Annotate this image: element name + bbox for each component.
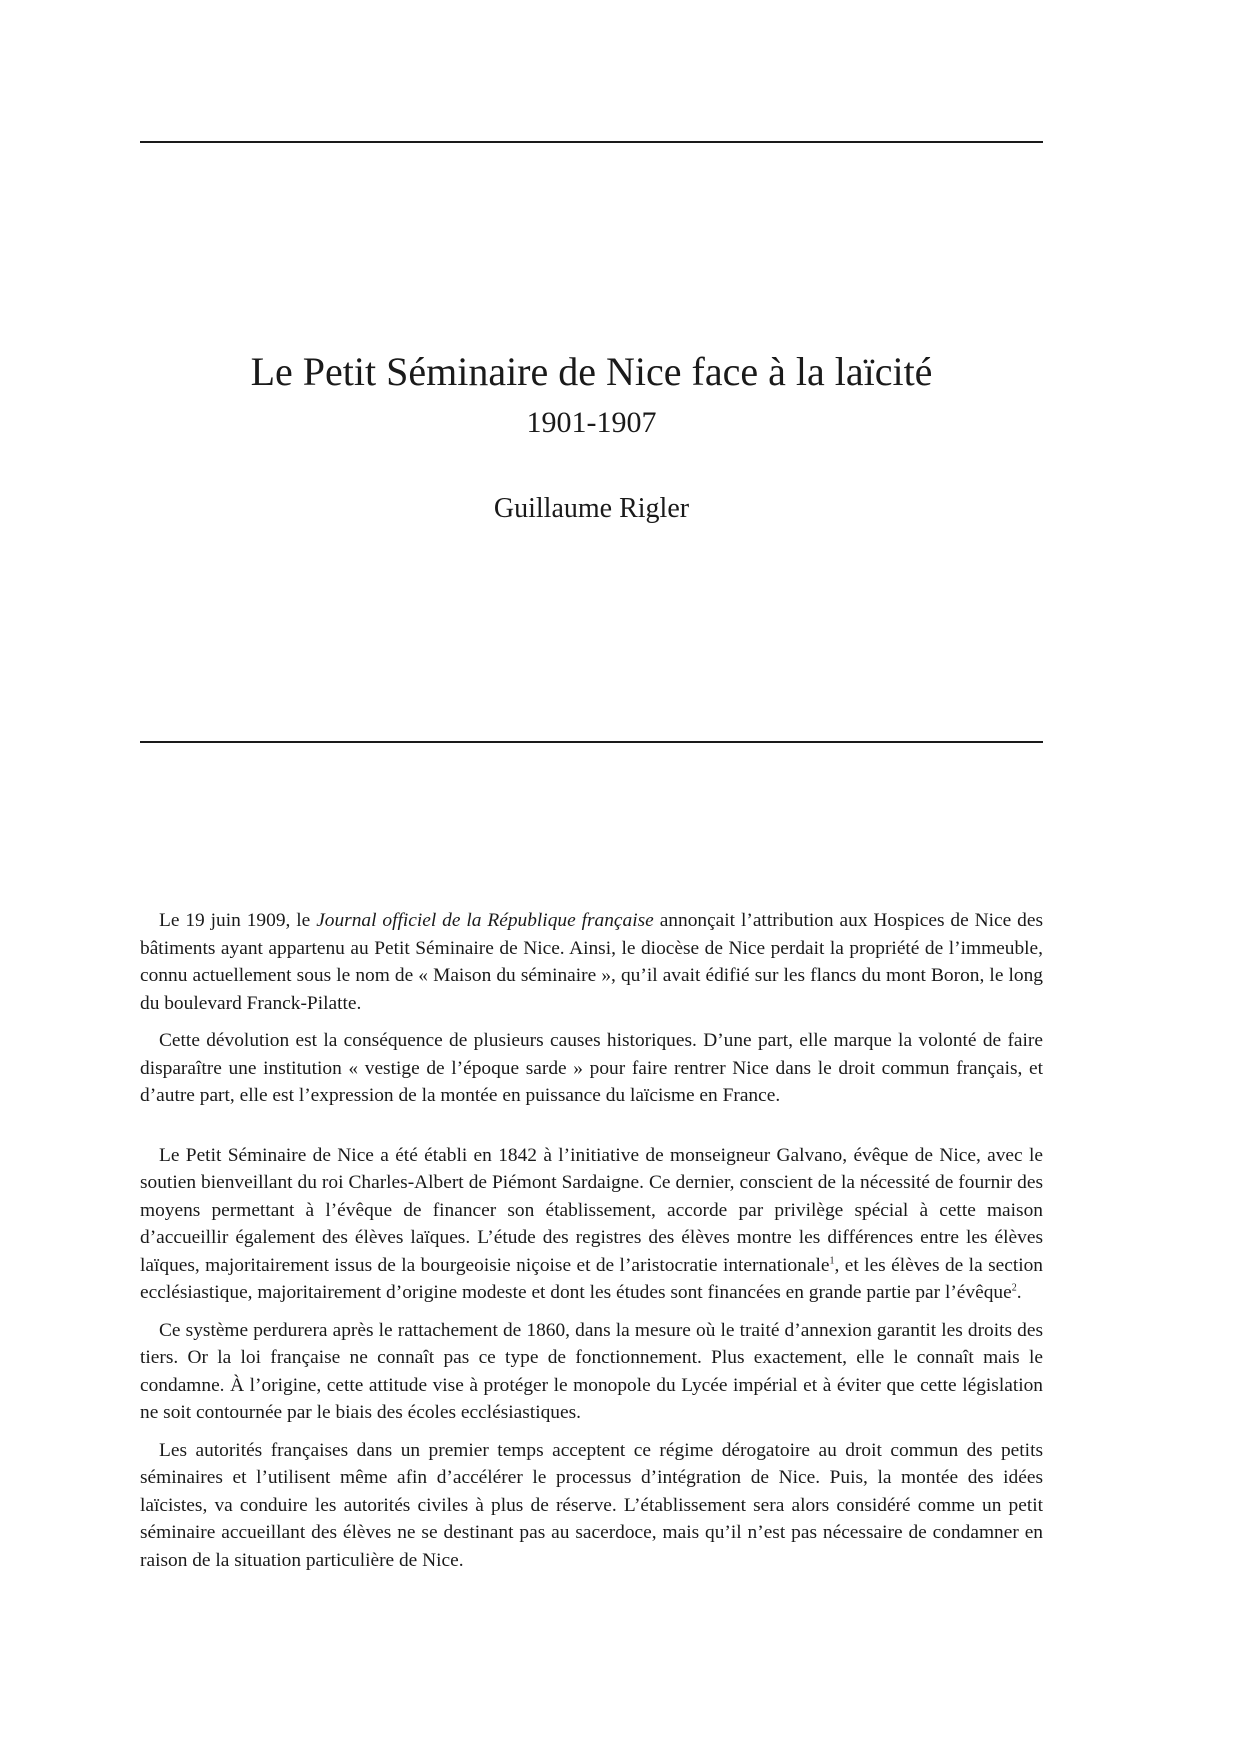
paragraph-1-lead: Le 19 juin 1909, le xyxy=(159,910,317,931)
paragraph-4: Ce système perdurera après le rattachement de 1860, dans la mesure où le traité d’annexion garantit les droits des tiers. Or la loi française ne connaît pas ce type de fonctionnement. Plus exactement, elle le connaît mais le condamne. À l’origine, cette attitude vise à protéger le monopole du Lycée impérial et à éviter que cette législation ne soit contournée par le biais des écoles ecclésiastiques. xyxy=(140,1319,1043,1423)
paragraph-3-part-3: . xyxy=(1016,1282,1022,1303)
paragraph-2: Cette dévolution est la conséquence de plusieurs causes historiques. D’une part, elle marque la volonté de faire disparaître une institution « vestige de l’époque sarde » pour faire rentrer Nice dans le droit commun français, et d’autre part, elle est l’expression de la montée en puissance du laïcisme en France. xyxy=(140,1030,1043,1106)
footnote-ref-2[interactable]: 2 xyxy=(1011,1282,1017,1294)
paragraph-1-rest: annonçait l’attribution aux Hospices de Nice des bâtiments ayant appartenu au Petit Séminaire de Nice. Ainsi, le diocèse de Nice perdait la propriété de l’immeuble, connu actuellement sous le nom de « Maison du séminaire », qu’il avait édifié sur les flancs du mont Boron, le long du boulevard Franck-Pilatte. xyxy=(140,910,1043,1014)
article-dates: 1901-1907 xyxy=(526,406,657,439)
article-author: Guillaume Rigler xyxy=(493,493,690,524)
article-body xyxy=(140,907,1043,1574)
paragraph-3-part-2: , et les élèves de la section ecclésiastique, majoritairement d’origine modeste et dont les études sont financées en grande partie par l’évêque xyxy=(140,1254,1043,1303)
paragraph-3 xyxy=(140,1142,1043,1307)
article-title: Le Petit Séminaire de Nice face à la laïcité xyxy=(250,349,933,394)
top-rule xyxy=(140,141,1043,143)
paragraph-3-part-1: Le Petit Séminaire de Nice a été établi en 1842 à l’initiative de monseigneur Galvano, évêque de Nice, avec le soutien bienveillant du roi Charles-Albert de Piémont Sardaigne. Ce dernier, conscient de la nécessité de fournir des moyens permettant à l’évêque de financer son établissement, accorde par privilège spécial à cette maison d’accueillir également des élèves laïques. L’étude des registres des élèves montre les différences entre les élèves laïques, majoritairement issus de la bourgeoisie niçoise et de l’aristocratie internationale xyxy=(140,1144,1043,1276)
paragraph-1 xyxy=(140,907,1043,1017)
footnote-ref-1[interactable]: 1 xyxy=(829,1255,835,1267)
bottom-rule xyxy=(140,741,1043,743)
journal-title: Journal officiel de la République française xyxy=(316,910,654,931)
paragraph-5: Les autorités françaises dans un premier temps acceptent ce régime dérogatoire au droit commun des petits séminaires et l’utilisent même afin d’accélérer le processus d’intégration de Nice. Puis, la montée des idées laïcistes, va conduire les autorités civiles à plus de réserve. L’établissement sera alors considéré comme un petit séminaire accueillant des élèves ne se destinant pas au sacerdoce, mais qu’il n’est pas nécessaire de condamner en raison de la situation particulière de Nice. xyxy=(140,1439,1043,1571)
